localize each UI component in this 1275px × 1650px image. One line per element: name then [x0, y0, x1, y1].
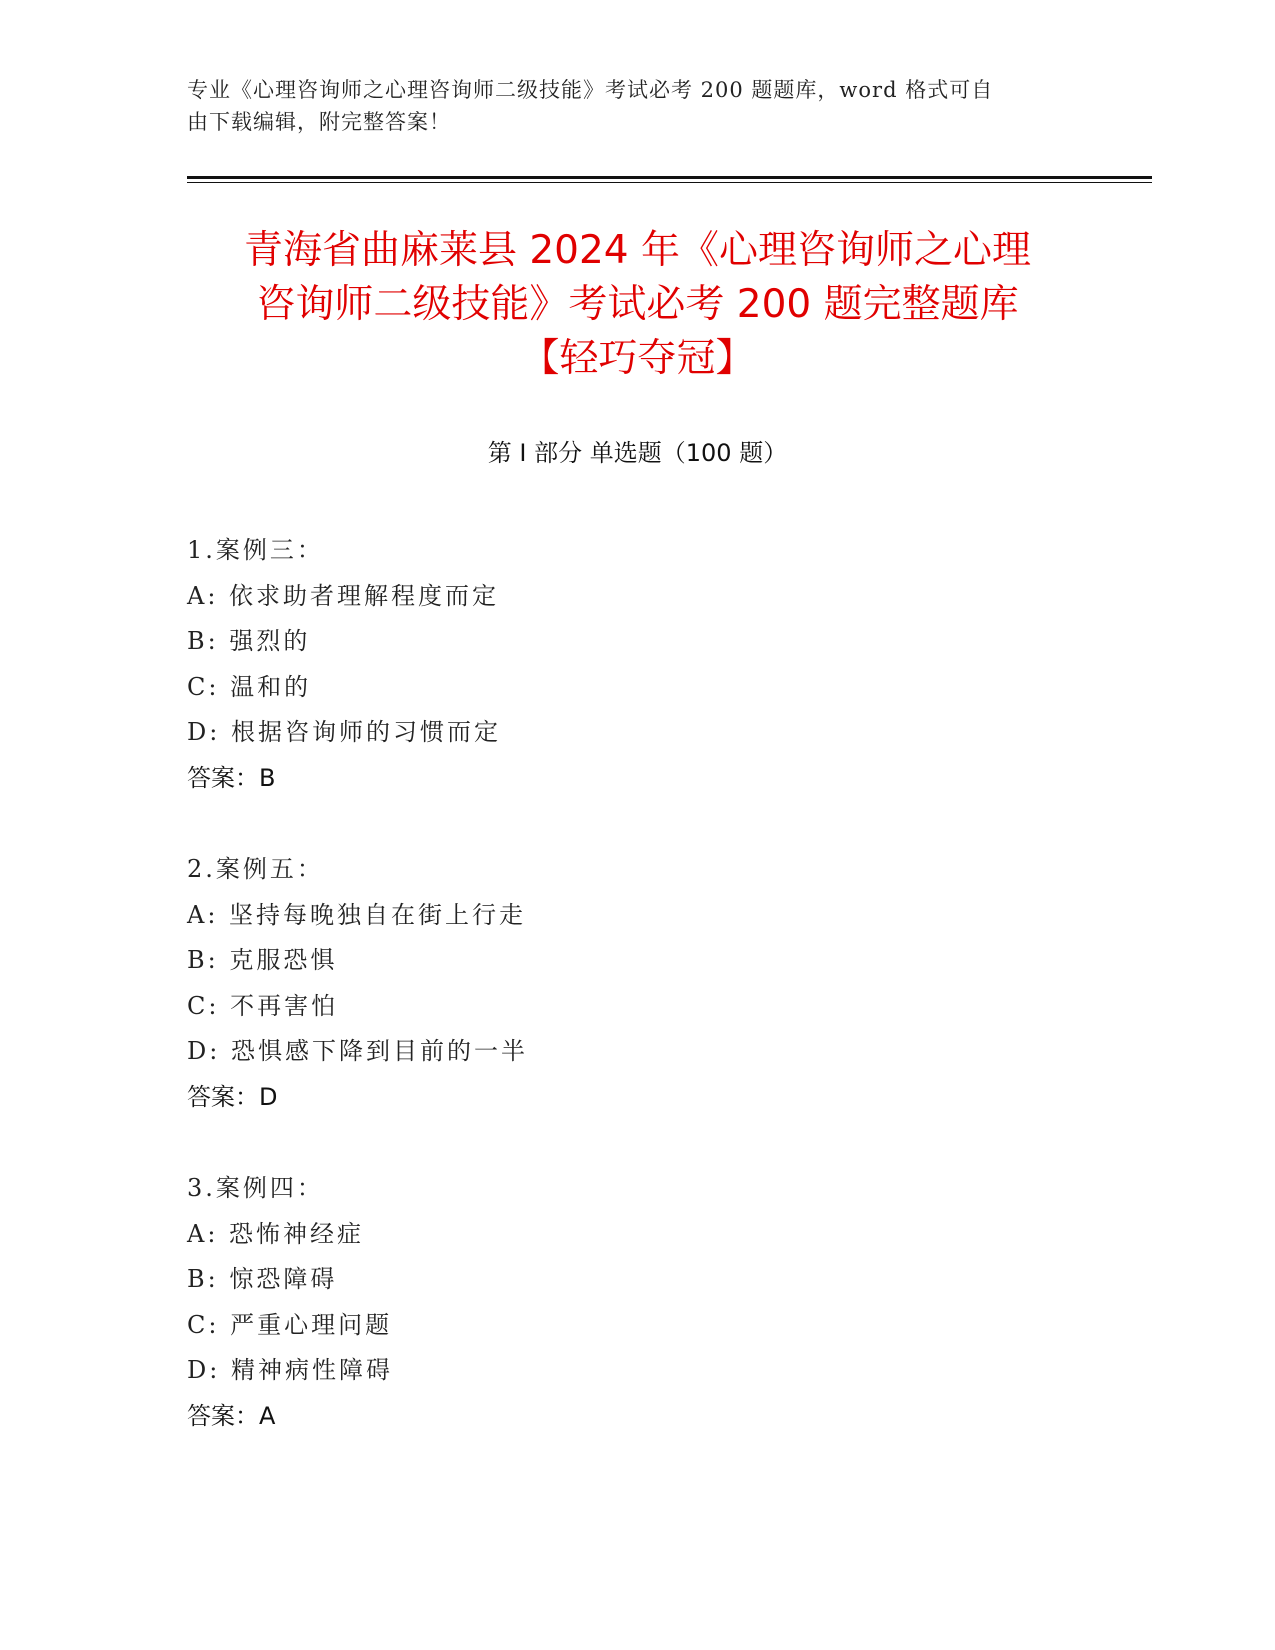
option-c: C: 严重心理问题 — [187, 1310, 393, 1339]
question-stem: 1.案例三： — [187, 536, 324, 564]
option-a: A: 坚持每晚独自在街上行走 — [187, 900, 527, 929]
question-stem: 3.案例四： — [187, 1174, 324, 1202]
question-item — [187, 847, 1087, 1120]
intro-line-1: 专业《心理咨询师之心理咨询师二级技能》考试必考 200 题题库，word 格式可自 — [187, 78, 994, 102]
answer-line: 答案：D — [187, 1082, 278, 1111]
document-title — [150, 224, 1125, 386]
option-b: B: 克服恐惧 — [187, 946, 338, 974]
option-d: D: 精神病性障碍 — [187, 1356, 393, 1384]
question-item — [187, 528, 1087, 801]
question-stem: 2.案例五： — [187, 855, 324, 883]
intro-text — [187, 74, 1087, 138]
header-divider-thin — [187, 182, 1152, 183]
header-divider-thick — [187, 176, 1152, 179]
option-b: B: 惊恐障碍 — [187, 1265, 338, 1293]
intro-line-2: 由下载编辑，附完整答案！ — [187, 110, 451, 134]
answer-line: 答案：B — [187, 763, 276, 792]
title-line-1: 青海省曲麻莱县 2024 年《心理咨询师之心理 — [243, 228, 1032, 273]
option-c: C: 温和的 — [187, 672, 312, 701]
title-line-2: 咨询师二级技能》考试必考 200 题完整题库 — [256, 282, 1019, 327]
option-c: C: 不再害怕 — [187, 991, 339, 1020]
option-d: D: 根据咨询师的习惯而定 — [187, 718, 501, 746]
option-b: B: 强烈的 — [187, 627, 311, 655]
question-list — [187, 528, 1087, 1439]
section-heading: 第 I 部分 单选题（100 题） — [487, 439, 788, 467]
title-line-3: 【轻巧夺冠】 — [520, 336, 755, 381]
answer-line: 答案：A — [187, 1401, 276, 1430]
question-item — [187, 1166, 1087, 1439]
option-d: D: 恐惧感下降到目前的一半 — [187, 1037, 528, 1065]
option-a: A: 依求助者理解程度而定 — [187, 581, 500, 610]
option-a: A: 恐怖神经症 — [187, 1219, 365, 1248]
